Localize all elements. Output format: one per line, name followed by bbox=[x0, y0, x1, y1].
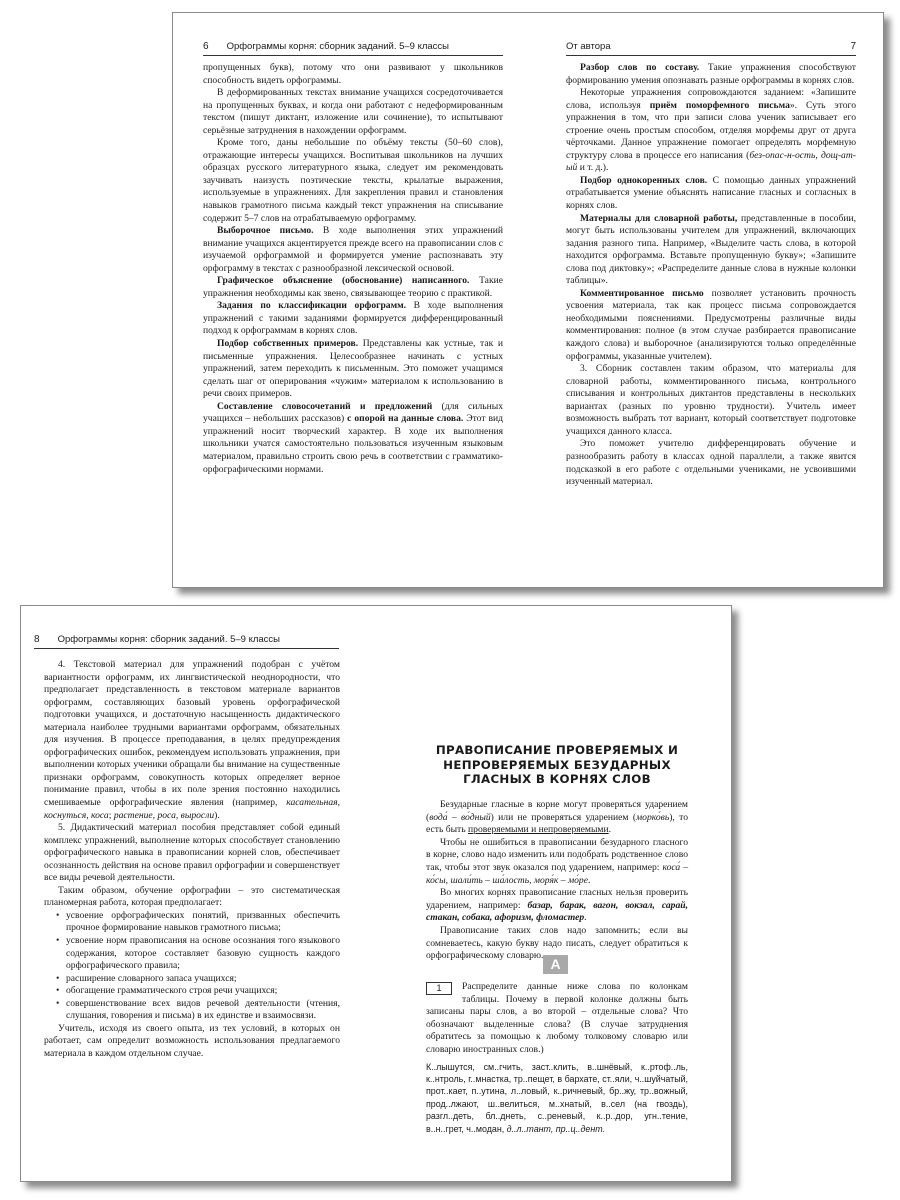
paragraph-text: Такие упражнения способствуют формированию умения опознавать разные орфограммы в корнях слов. bbox=[566, 62, 856, 86]
paragraph-text: Представлены как устные, так и письменные упражнения. Целесообразнее начинать с устных упражнений, затем переходить к письменным. Это поможет учащимся сделать шаг от оперирования «чужим» материалом к использованию в речи своих примеров. bbox=[203, 338, 503, 400]
paragraph bbox=[44, 659, 340, 822]
page-number-6: 6 bbox=[203, 41, 209, 52]
bottom-spread bbox=[20, 605, 732, 1182]
paragraph-text: ), то есть быть bbox=[426, 811, 688, 836]
term-heading: Материалы для словарной работы, bbox=[580, 212, 738, 224]
exercise-words: К..лышутся, см..гчить, заст..клить, в..шнёвый, к..ртоф..ль, к..нтроль, г..мнастка, тр..пещет, в бархате, ст..яли, ч..шуйчатый, прот..кает, п..утина, л..ловый, к..ричневый, бр..жу, тр..вожный, прод..лжают, ш..велиться, м..хнатый, в..сел (на гвоздь), разгл..деть, бл..днеть, с..реневый, к..р..дор, угн..тение, в..н..грет, ч..модан, bbox=[426, 1061, 688, 1134]
term-heading: Выборочное письмо. bbox=[217, 225, 314, 237]
paragraph-text: представленные в пособии, могут быть использованы учителем для упражнений, включающих задания разного типа. Например, «Выделите часть слова, в которой находится орфограмма. Вставьте пропущенную букву»; «Запишите слова под диктовку»; «Распределите данные слова в нужные колонки таблицы». bbox=[566, 212, 856, 287]
page-number-7: 7 bbox=[850, 41, 856, 52]
paragraph bbox=[566, 87, 856, 175]
paragraph bbox=[426, 837, 688, 887]
exercise-number-box: 1 bbox=[426, 982, 452, 995]
paragraph: 5. Дидактический материал пособия представляет собой единый комплекс упражнений, выполнение которых способствует становлению орфографического навыка в правописании корней слов, обеспечивает осознанность действия на основе правил орфографии и совершенствует все виды речевой деятельности. bbox=[44, 822, 340, 884]
list-item: • усвоение орфографических понятий, призванных обеспечить прочное формирование навыков грамотного письма; bbox=[56, 910, 340, 935]
term-heading: с опорой на данные слова. bbox=[347, 413, 464, 425]
example-words: касательная, коснуться, коса bbox=[44, 797, 340, 821]
term-heading: Разбор слов по составу. bbox=[580, 62, 700, 73]
example-words: базар, барак, вагон, вокзал, сарай, стакан, собака, афоризм, фломастер bbox=[426, 899, 688, 924]
paragraph: Правописание таких слов надо запомнить; если вы сомневаетесь, какую букву надо писать, следует обратиться к орфографическому словарю. bbox=[426, 924, 688, 962]
book-title: Орфограммы корня: сборник заданий. 5–9 классы bbox=[57, 634, 281, 645]
paragraph-text: В ходе выполнения этих упражнений внимание учащихся акцентируется прежде всего на правописании слов с изучаемой орфограммой и формируется умение распознавать эту орфограмму в текстах с разнообразной лексической основой. bbox=[203, 225, 503, 274]
paragraph-text: ). bbox=[214, 809, 220, 821]
term-heading: Подбор однокоренных слов. bbox=[580, 174, 708, 186]
term-heading: Комментированное письмо bbox=[580, 287, 704, 299]
term-heading: Подбор собственных примеров. bbox=[217, 338, 359, 350]
paragraph-text: . bbox=[587, 874, 591, 886]
paragraph-text: (для сильных учащихся – небольших рассказов) bbox=[203, 400, 503, 425]
term-heading: Задания по классификации орфограмм. bbox=[217, 300, 407, 312]
section-a-badge: А bbox=[543, 955, 568, 974]
running-header-page-6 bbox=[203, 39, 503, 56]
paragraph bbox=[203, 275, 503, 300]
paragraph bbox=[203, 225, 503, 275]
paragraph-text: ) или не проверяться ударением ( bbox=[490, 811, 637, 823]
paragraph bbox=[566, 213, 856, 288]
example-words: морко́вь bbox=[636, 811, 670, 823]
paragraph bbox=[566, 62, 856, 87]
term-heading: приём поморфемного письма bbox=[649, 99, 790, 111]
running-header-page-7 bbox=[566, 39, 856, 56]
page-6 bbox=[173, 13, 528, 587]
paragraph: Это поможет учителю дифференцировать обучение и разнообразить работу в классах одной параллели, а также явится подсказкой в его работе с отдельными учениками, не усвоившими изученный материал. bbox=[566, 438, 856, 488]
exercise-words-italic: д..л..тант, пр..ц..дент. bbox=[506, 1123, 606, 1134]
paragraph: 3. Сборник составлен таким образом, что материалы для словарной работы, комментированного письма, контрольного списывания и контрольных диктантов представлены в нескольких вариантах (разных по уровню трудности). Учитель имеет возможность выбрать тот вариант, который соответствует подготовке учащихся данного класса. bbox=[566, 363, 856, 437]
exercise-instructions: Распределите данные ниже слова по колонкам таблицы. Почему в первой колонке должны быть записаны пары слов, а во второй – отдельные слова? Что обозначают выделенные слова? (В случае затруднения обратитесь за помощью к любому толковому словарю или словарю иностранных слов.) bbox=[426, 981, 688, 1055]
page-8-text bbox=[44, 659, 340, 1061]
page-9-text bbox=[426, 799, 688, 963]
book-title: Орфограммы корня: сборник заданий. 5–9 классы bbox=[226, 41, 450, 52]
page-7-text bbox=[566, 62, 856, 489]
example-words: коса́ – ко́сы, шали́ть – ша́лость, моря́к – мо́ре bbox=[426, 861, 689, 886]
paragraph bbox=[426, 799, 688, 837]
example-words: растение, роса, выросли bbox=[113, 809, 215, 821]
exercise-word-list bbox=[426, 1061, 688, 1135]
paragraph: В деформированных текстах внимание учащихся сосредоточивается на пропущенных буквах, и когда они работают с недеформированным текстом (пишут диктант, изложение или сочинение), то испытывают серьёзные затруднения в нахождении орфограмм. bbox=[203, 87, 503, 136]
paragraph-text: 4. Текстовой материал для упражнений подобран с учётом вариантности орфограмм, их лингвистической неоднородности, что предполагает представленность в текстовом материале вариантов орфограмм, составляющих базовый уровень орфографической подготовки учащихся, и достаточную насыщенность дидактического материала наиболее трудными вариантами орфограмм, обязательных для изучения. В процессе преподавания, в целях предупреждения орфографических ошибок, рекомендуем использовать упражнения, при выполнении которых ученики обращали бы внимание на существенные признаки орфограмм, совокупность которых определяет верное понимание правил, чтобы в их поле зрения постоянно находились смешиваемые орфографические явления (например, bbox=[44, 659, 340, 809]
paragraph bbox=[203, 300, 503, 338]
paragraph-text: Некоторые упражнения сопровождаются заданием: «Запишите слова, используя bbox=[566, 87, 856, 111]
paragraph: пропущенных букв), потому что они развивают у школьников способность видеть орфограммы. bbox=[203, 62, 503, 86]
paragraph-text: . bbox=[608, 824, 612, 836]
paragraph-text: Во многих корнях правописание гласных нельзя проверить ударением, например: bbox=[426, 887, 688, 911]
chapter-title: ПРАВОПИСАНИЕ ПРОВЕРЯЕМЫХ И НЕПРОВЕРЯЕМЫХ БЕЗУДАРНЫХ ГЛАСНЫХ В КОРНЯХ СЛОВ bbox=[435, 743, 679, 786]
paragraph-text: ; bbox=[108, 809, 114, 821]
paragraph-text: и т. д.). bbox=[577, 162, 609, 174]
paragraph-text: С помощью данных упражнений отрабатывается умение объяснять написание гласных и согласных в корнях слов. bbox=[566, 174, 856, 212]
exercise-1 bbox=[426, 981, 688, 1135]
term-heading: Графическое объяснение (обоснование) написанного. bbox=[217, 275, 470, 287]
paragraph: Кроме того, даны небольшие по объёму тексты (50–60 слов), отражающие интересы учащихся. Воспитывая школьников на лучших образцах русского литературного языка, следует им рекомендовать заучивать наизусть поэтические тексты, крылатые выражения, используемые в упражнениях. Для закрепления правил и становления навыков грамотного письма каждый текст упражнения на списывание содержит 5–7 слов на отрабатываемую орфограмму. bbox=[203, 137, 503, 224]
list-item: • расширение словарного запаса учащихся; bbox=[56, 973, 340, 986]
underlined-term: проверяемыми и непроверяемыми bbox=[468, 824, 609, 836]
top-spread bbox=[172, 12, 884, 588]
paragraph-text: Безударные гласные в корне могут проверяться ударением ( bbox=[426, 799, 688, 823]
page-7 bbox=[528, 13, 883, 587]
list-item: • усвоение норм правописания на основе осознания того языкового содержания, которое составляет базовую сущность каждого орфографического правила; bbox=[56, 935, 340, 973]
running-header-page-8 bbox=[34, 632, 339, 649]
paragraph bbox=[566, 288, 856, 363]
paragraph-text: В ходе выполнения упражнений с такими заданиями формируется дифференцированный подход к орфограммам в корнях слов. bbox=[203, 300, 503, 337]
paragraph bbox=[566, 175, 856, 213]
paragraph-text: Такие упражнения необходимы как звено, связывающее теорию с практикой. bbox=[203, 275, 503, 299]
paragraph-text: . bbox=[584, 912, 587, 924]
example-words: без-опас-н-ость, дощ-ат-ый bbox=[566, 149, 856, 174]
paragraph-text: ». Суть этого упражнения в том, что при записи слова ученик записывает его строение очень простым способом, отделяя морфемы друг от друга чёрточками. Данное упражнение помогает определять морфемную структуру слова в процессе его написания ( bbox=[566, 99, 856, 161]
page-number-8: 8 bbox=[34, 634, 40, 645]
paragraph-text: Этот вид упражнений носит творческий характер. В ходе их выполнения школьники учатся самостоятельно пользоваться изученным языковым материалом, правильно строить свою речь в соответствии с грамматико-орфографическими нормами. bbox=[203, 413, 503, 475]
page-6-text bbox=[203, 62, 503, 476]
term-heading: Составление словосочетаний и предложений bbox=[217, 400, 433, 412]
page-8 bbox=[21, 606, 376, 1181]
paragraph-text: Чтобы не ошибиться в правописании безударного гласного в корне, слово надо изменить или подобрать родственное слово так, чтобы этот звук оказался под ударением, например: bbox=[426, 836, 688, 873]
paragraph: Учитель, исходя из своего опыта, из тех условий, в которых он работает, сам определит возможность использования предлагаемого материала в каждом отдельном случае. bbox=[44, 1022, 340, 1059]
list-item: • совершенствование всех видов речевой деятельности (чтения, слушания, говорения и письма) в их единстве и взаимосвязи. bbox=[56, 998, 340, 1023]
example-words: вода́ – во́дный bbox=[429, 811, 491, 823]
section-title: От автора bbox=[566, 41, 611, 52]
page-9 bbox=[376, 606, 731, 1181]
list-item: • обогащение грамматического строя речи учащихся; bbox=[56, 985, 340, 998]
paragraph-text: позволяет установить прочность усвоения материала, так как процесс письма сопровождается необходимыми пояснениями. Предусмотрены различные виды комментирования: полное (в этом случае разбирается правописание каждого слова) и выборочное (анализируются только определённые орфограммы, указанные учителем). bbox=[566, 287, 856, 362]
paragraph bbox=[426, 887, 688, 925]
paragraph bbox=[203, 401, 503, 476]
bullet-list bbox=[44, 910, 340, 1023]
paragraph: Таким образом, обучение орфографии – это систематическая планомерная работа, которая предполагает: bbox=[44, 884, 340, 909]
paragraph bbox=[203, 338, 503, 401]
